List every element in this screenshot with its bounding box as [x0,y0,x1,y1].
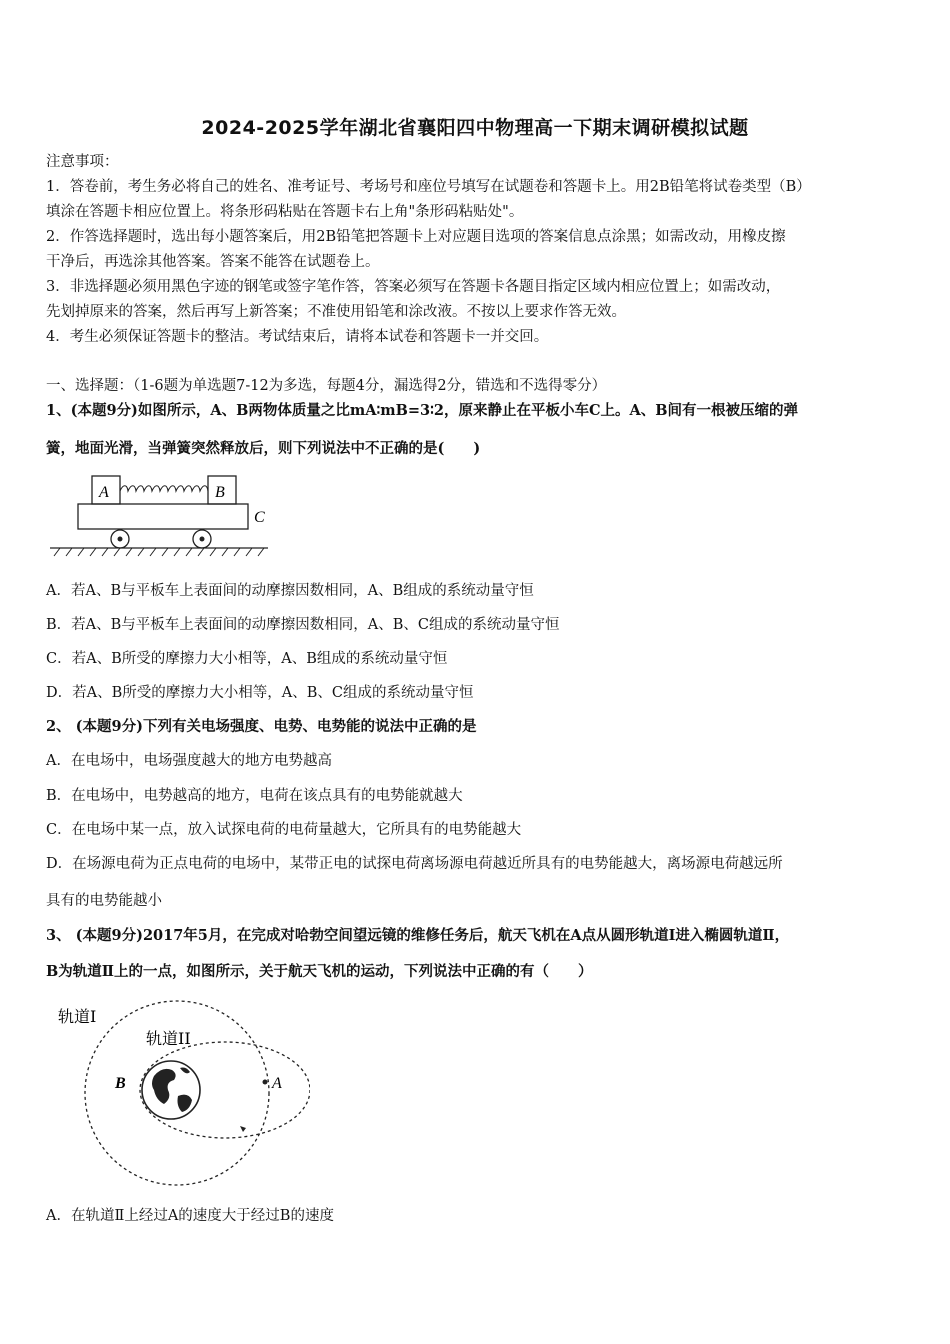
notice-line: 3．非选择题必须用黑色字迹的钢笔或签字笔作答，答案必须写在答题卡各题目指定区域内相应位置上；如需改动， [46,279,781,295]
q3-stem-line1: 3、 (本题9分)2017年5月，在完成对哈勃空间望远镜的维修任务后，航天飞机在A点从圆形轨道Ⅰ进入椭圆轨道Ⅱ， [46,927,790,944]
point-b-label: B [115,1075,126,1092]
block-a-label: A [99,484,109,501]
point-a-dot [263,1080,268,1085]
q3-stem-line2: B为轨道Ⅱ上的一点，如图所示，关于航天飞机的运动，下列说法中正确的有（ ） [46,963,593,980]
page-title: 2024-2025学年湖北省襄阳四中物理高一下期末调研模拟试题 [201,117,749,139]
orbit-2-label: 轨道II [146,1029,191,1048]
shuttle-icon [240,1126,246,1132]
orbit-1-label: 轨道I [58,1007,97,1026]
q2-option-c: C．在电场中某一点，放入试探电荷的电荷量越大，它所具有的电势能越大 [46,822,522,838]
cart-spring-figure [46,470,276,560]
q2-option-d-cont: 具有的电势能越小 [46,893,162,909]
block-b-label: B [215,484,225,501]
q1-option-b: B．若A、B与平板车上表面间的动摩擦因数相同，A、B、C组成的系统动量守恒 [46,617,560,633]
orbit-figure [50,1000,310,1190]
cart-c-label: C [254,509,265,526]
q1-option-d: D．若A、B所受的摩擦力大小相等，A、B、C组成的系统动量守恒 [46,685,474,701]
notice-heading: 注意事项： [46,154,119,170]
q1-option-c: C．若A、B所受的摩擦力大小相等，A、B组成的系统动量守恒 [46,651,448,667]
q2-option-b: B．在电场中，电势越高的地方，电荷在该点具有的电势能就越大 [46,788,463,804]
point-a-label: A [272,1075,282,1092]
notice-line: 填涂在答题卡相应位置上。将条形码粘贴在答题卡右上角"条形码粘贴处"。 [46,204,524,220]
q2-stem: 2、 (本题9分)下列有关电场强度、电势、电势能的说法中正确的是 [46,718,477,735]
section-heading: 一、选择题：（1-6题为单选题7-12为多选，每题4分，漏选得2分，错选和不选得零分） [46,378,607,394]
notice-line: 干净后，再选涂其他答案。答案不能答在试题卷上。 [46,254,380,270]
notice-line: 2．作答选择题时，选出每小题答案后，用2B铅笔把答题卡上对应题目选项的答案信息点涂黑；如需改动，用橡皮擦 [46,229,786,245]
notice-line: 4．考生必须保证答题卡的整洁。考试结束后，请将本试卷和答题卡一并交回。 [46,329,549,345]
q1-stem-line2: 簧，地面光滑，当弹簧突然释放后，则下列说法中不正确的是( ) [46,440,481,457]
q3-option-a: A．在轨道Ⅱ上经过A的速度大于经过B的速度 [46,1208,334,1224]
notice-line: 1．答卷前，考生务必将自己的姓名、准考证号、考场号和座位号填写在试题卷和答题卡上。用2B铅笔将试卷类型（B） [46,179,811,195]
q2-option-d: D．在场源电荷为正点电荷的电场中，某带正电的试探电荷离场源电荷越近所具有的电势能越大，离场源电荷越远所 [46,856,783,872]
q2-option-a: A．在电场中，电场强度越大的地方电势越高 [46,753,332,769]
q1-option-a: A．若A、B与平板车上表面间的动摩擦因数相同，A、B组成的系统动量守恒 [46,583,534,599]
notice-line: 先划掉原来的答案，然后再写上新答案；不准使用铅笔和涂改液。不按以上要求作答无效。 [46,304,626,320]
q1-stem-line1: 1、(本题9分)如图所示，A、B两物体质量之比mA∶mB=3∶2，原来静止在平板小车C上。A、B间有一根被压缩的弹 [46,402,799,419]
spring [120,486,208,491]
